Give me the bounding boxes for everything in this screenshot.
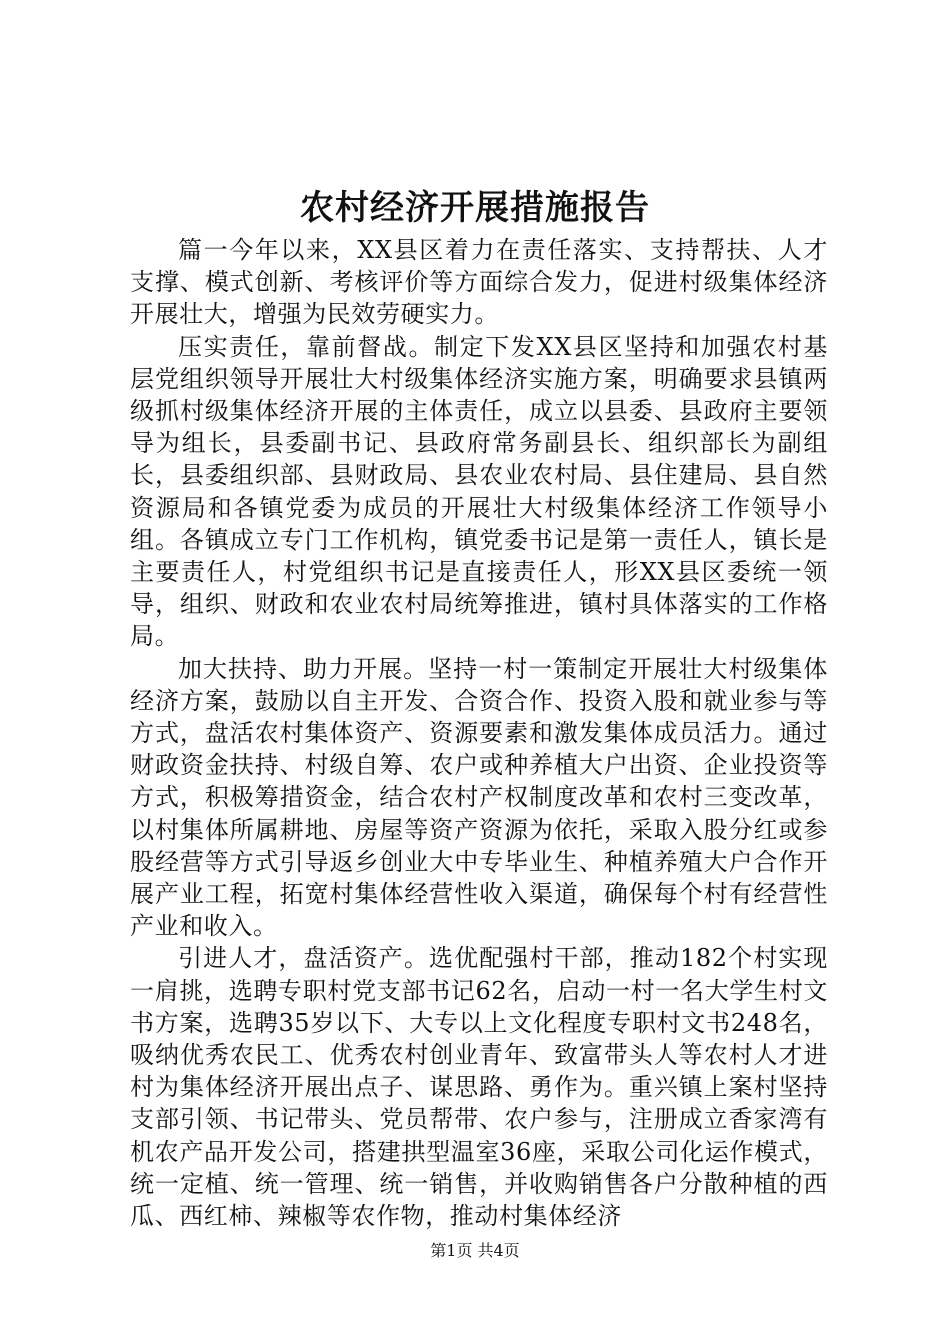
page-footer: 第1页 共4页: [430, 1241, 520, 1260]
paragraph-intro: 篇一今年以来，XX县区着力在责任落实、支持帮扶、人才支撑、模式创新、考核评价等方面综合发力，促进村级集体经济开展壮大，增强为民效劳硬实力。: [130, 236, 828, 329]
paragraph-support: 加大扶持、助力开展。坚持一村一策制定开展壮大村级集体经济方案，鼓励以自主开发、合资合作、投资入股和就业参与等方式，盘活农村集体资产、资源要素和激发集体成员活力。通过财政资金扶持、村级自筹、农户或种养植大户出资、企业投资等方式，积极筹措资金，结合农村产权制度改革和农村三变改革，以村集体所属耕地、房屋等资产资源为依托，采取入股分红或参股经营等方式引导返乡创业大中专毕业生、种植养殖大户合作开展产业工程，拓宽村集体经营性收入渠道，确保每个村有经营性产业和收入。: [130, 654, 828, 941]
paragraph-responsibility: 压实责任，靠前督战。制定下发XX县区坚持和加强农村基层党组织领导开展壮大村级集体经济实施方案，明确要求县镇两级抓村级集体经济开展的主体责任，成立以县委、县政府主要领导为组长，县委副书记、县政府常务副县长、组织部长为副组长，县委组织部、县财政局、县农业农村局、县住建局、县自然资源局和各镇党委为成员的开展壮大村级集体经济工作领导小组。各镇成立专门工作机构，镇党委书记是第一责任人，镇长是主要责任人，村党组织书记是直接责任人，形XX县区委统一领导，组织、财政和农业农村局统筹推进，镇村具体落实的工作格局。: [130, 332, 828, 651]
paragraph-talent: 引进人才，盘活资产。选优配强村干部，推动182个村实现一肩挑，选聘专职村党支部书记62名，启动一村一名大学生村文书方案，选聘35岁以下、大专以上文化程度专职村文书248名，吸纳优秀农民工、优秀农村创业青年、致富带头人等农村人才进村为集体经济开展出点子、谋思路、勇作为。重兴镇上案村坚持支部引领、书记带头、党员帮带、农户参与，注册成立香家湾有机农产品开发公司，搭建拱型温室36座，采取公司化运作模式，统一定植、统一管理、统一销售，并收购销售各户分散种植的西瓜、西红柿、辣椒等农作物，推动村集体经济: [130, 944, 828, 1231]
document-body: [130, 234, 828, 1232]
document-title: 农村经济开展措施报告: [300, 188, 650, 228]
